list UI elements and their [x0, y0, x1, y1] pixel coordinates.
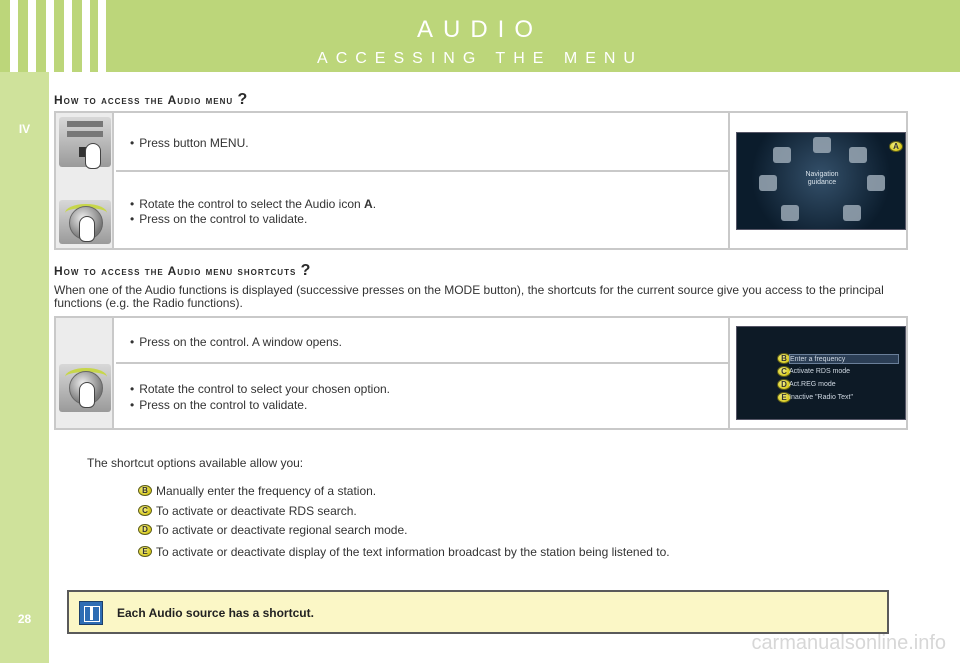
menu-button-illustration — [59, 117, 111, 167]
screen-menu-item: Act.REG mode — [789, 381, 836, 388]
rotary-control-illustration — [59, 364, 111, 412]
screen-menu-item: Enter a frequency — [789, 354, 899, 364]
button-strip — [67, 131, 103, 137]
screen-menu-item: Inactive "Radio Text" — [789, 394, 853, 401]
page-title: AUDIO — [416, 16, 543, 43]
shortcut-option — [138, 522, 407, 536]
page-subtitle: ACCESSING THE MENU — [317, 50, 643, 67]
shortcut-option-text: To activate or deactivate regional search mode. — [156, 522, 408, 537]
shortcut-option-text: To activate or deactivate display of the text information broadcast by the station being listened to. — [156, 544, 670, 559]
instruction-cell — [116, 318, 730, 364]
illustration-cell — [56, 172, 114, 248]
menu-icon — [759, 175, 777, 191]
pointing-hand-icon — [85, 143, 101, 169]
warning-icon — [813, 137, 831, 153]
info-icon — [79, 601, 103, 625]
audio-menu-screen — [736, 132, 906, 230]
menu-icon — [773, 147, 791, 163]
shortcut-option-text: Manually enter the frequency of a station. — [156, 483, 377, 498]
pointing-hand-icon — [79, 382, 95, 408]
heading-question-mark: ? — [300, 262, 312, 279]
callout-badge-d: D — [777, 379, 791, 390]
info-note-text: Each Audio source has a shortcut. — [117, 606, 314, 620]
page-header — [0, 0, 960, 72]
audio-icon — [849, 147, 867, 163]
screen-menu-item: Activate RDS mode — [789, 368, 851, 375]
menu-icon — [843, 205, 861, 221]
info-note — [67, 590, 889, 634]
screen-cell — [732, 113, 906, 248]
instruction-table-shortcuts — [54, 316, 908, 430]
callout-badge-e: E — [777, 392, 791, 403]
heading-text: How to access the Audio menu shortcuts — [54, 264, 297, 278]
screen-cell — [732, 318, 906, 428]
instruction-punctuation: . — [372, 197, 377, 211]
callout-letter: A — [364, 197, 373, 211]
heading-question-mark: ? — [237, 91, 249, 108]
callout-badge-c: C — [138, 505, 152, 516]
section-heading-shortcuts — [54, 262, 311, 280]
instruction-cell — [116, 172, 730, 248]
illustration-cell — [56, 318, 114, 428]
pointing-hand-icon — [79, 216, 95, 242]
instruction-cell — [116, 364, 730, 428]
button-strip — [67, 121, 103, 127]
instruction-bullet: • Rotate the control to select your chosen option. — [130, 382, 390, 396]
callout-badge-b: B — [777, 353, 791, 364]
instruction-bullet: • Press button MENU. — [130, 136, 249, 150]
shortcuts-intro: When one of the Audio functions is displayed (successive presses on the MODE button), the shortcuts for the current source give you access to the principal functions (e.g. the Radio functions). — [54, 283, 884, 310]
instruction-table-audio-menu — [54, 111, 908, 250]
menu-icon — [867, 175, 885, 191]
instruction-bullet: • Press on the control. A window opens. — [130, 335, 342, 349]
instruction-bullet: • Press on the control to validate. — [130, 398, 307, 412]
chapter-number: IV — [18, 122, 31, 136]
shortcut-option — [138, 544, 670, 558]
page-number: 28 — [17, 612, 32, 626]
callout-badge-a: A — [889, 141, 903, 152]
screen-center-label: Navigation guidance — [805, 171, 839, 186]
callout-badge-b: B — [138, 485, 152, 496]
callout-badge-d: D — [138, 524, 152, 535]
shortcut-option — [138, 503, 357, 517]
shortcut-option — [138, 483, 376, 497]
instruction-bullet — [130, 197, 376, 211]
instruction-bullet: • Press on the control to validate. — [130, 212, 307, 226]
menu-icon — [781, 205, 799, 221]
instruction-cell — [116, 113, 730, 172]
callout-badge-e: E — [138, 546, 152, 557]
rotary-control-illustration — [59, 200, 111, 244]
instruction-text: Rotate the control to select the Audio icon — [139, 197, 365, 211]
section-heading-audio-menu — [54, 91, 248, 109]
callout-badge-c: C — [777, 366, 791, 377]
shortcut-menu-screen — [736, 326, 906, 420]
margin-band — [0, 72, 49, 663]
shortcut-option-text: To activate or deactivate RDS search. — [156, 503, 357, 518]
illustration-cell — [56, 113, 114, 172]
heading-text: How to access the Audio menu — [54, 93, 234, 107]
shortcut-options-lead: The shortcut options available allow you: — [87, 456, 304, 470]
watermark: carmanualsonline.info — [751, 632, 946, 654]
